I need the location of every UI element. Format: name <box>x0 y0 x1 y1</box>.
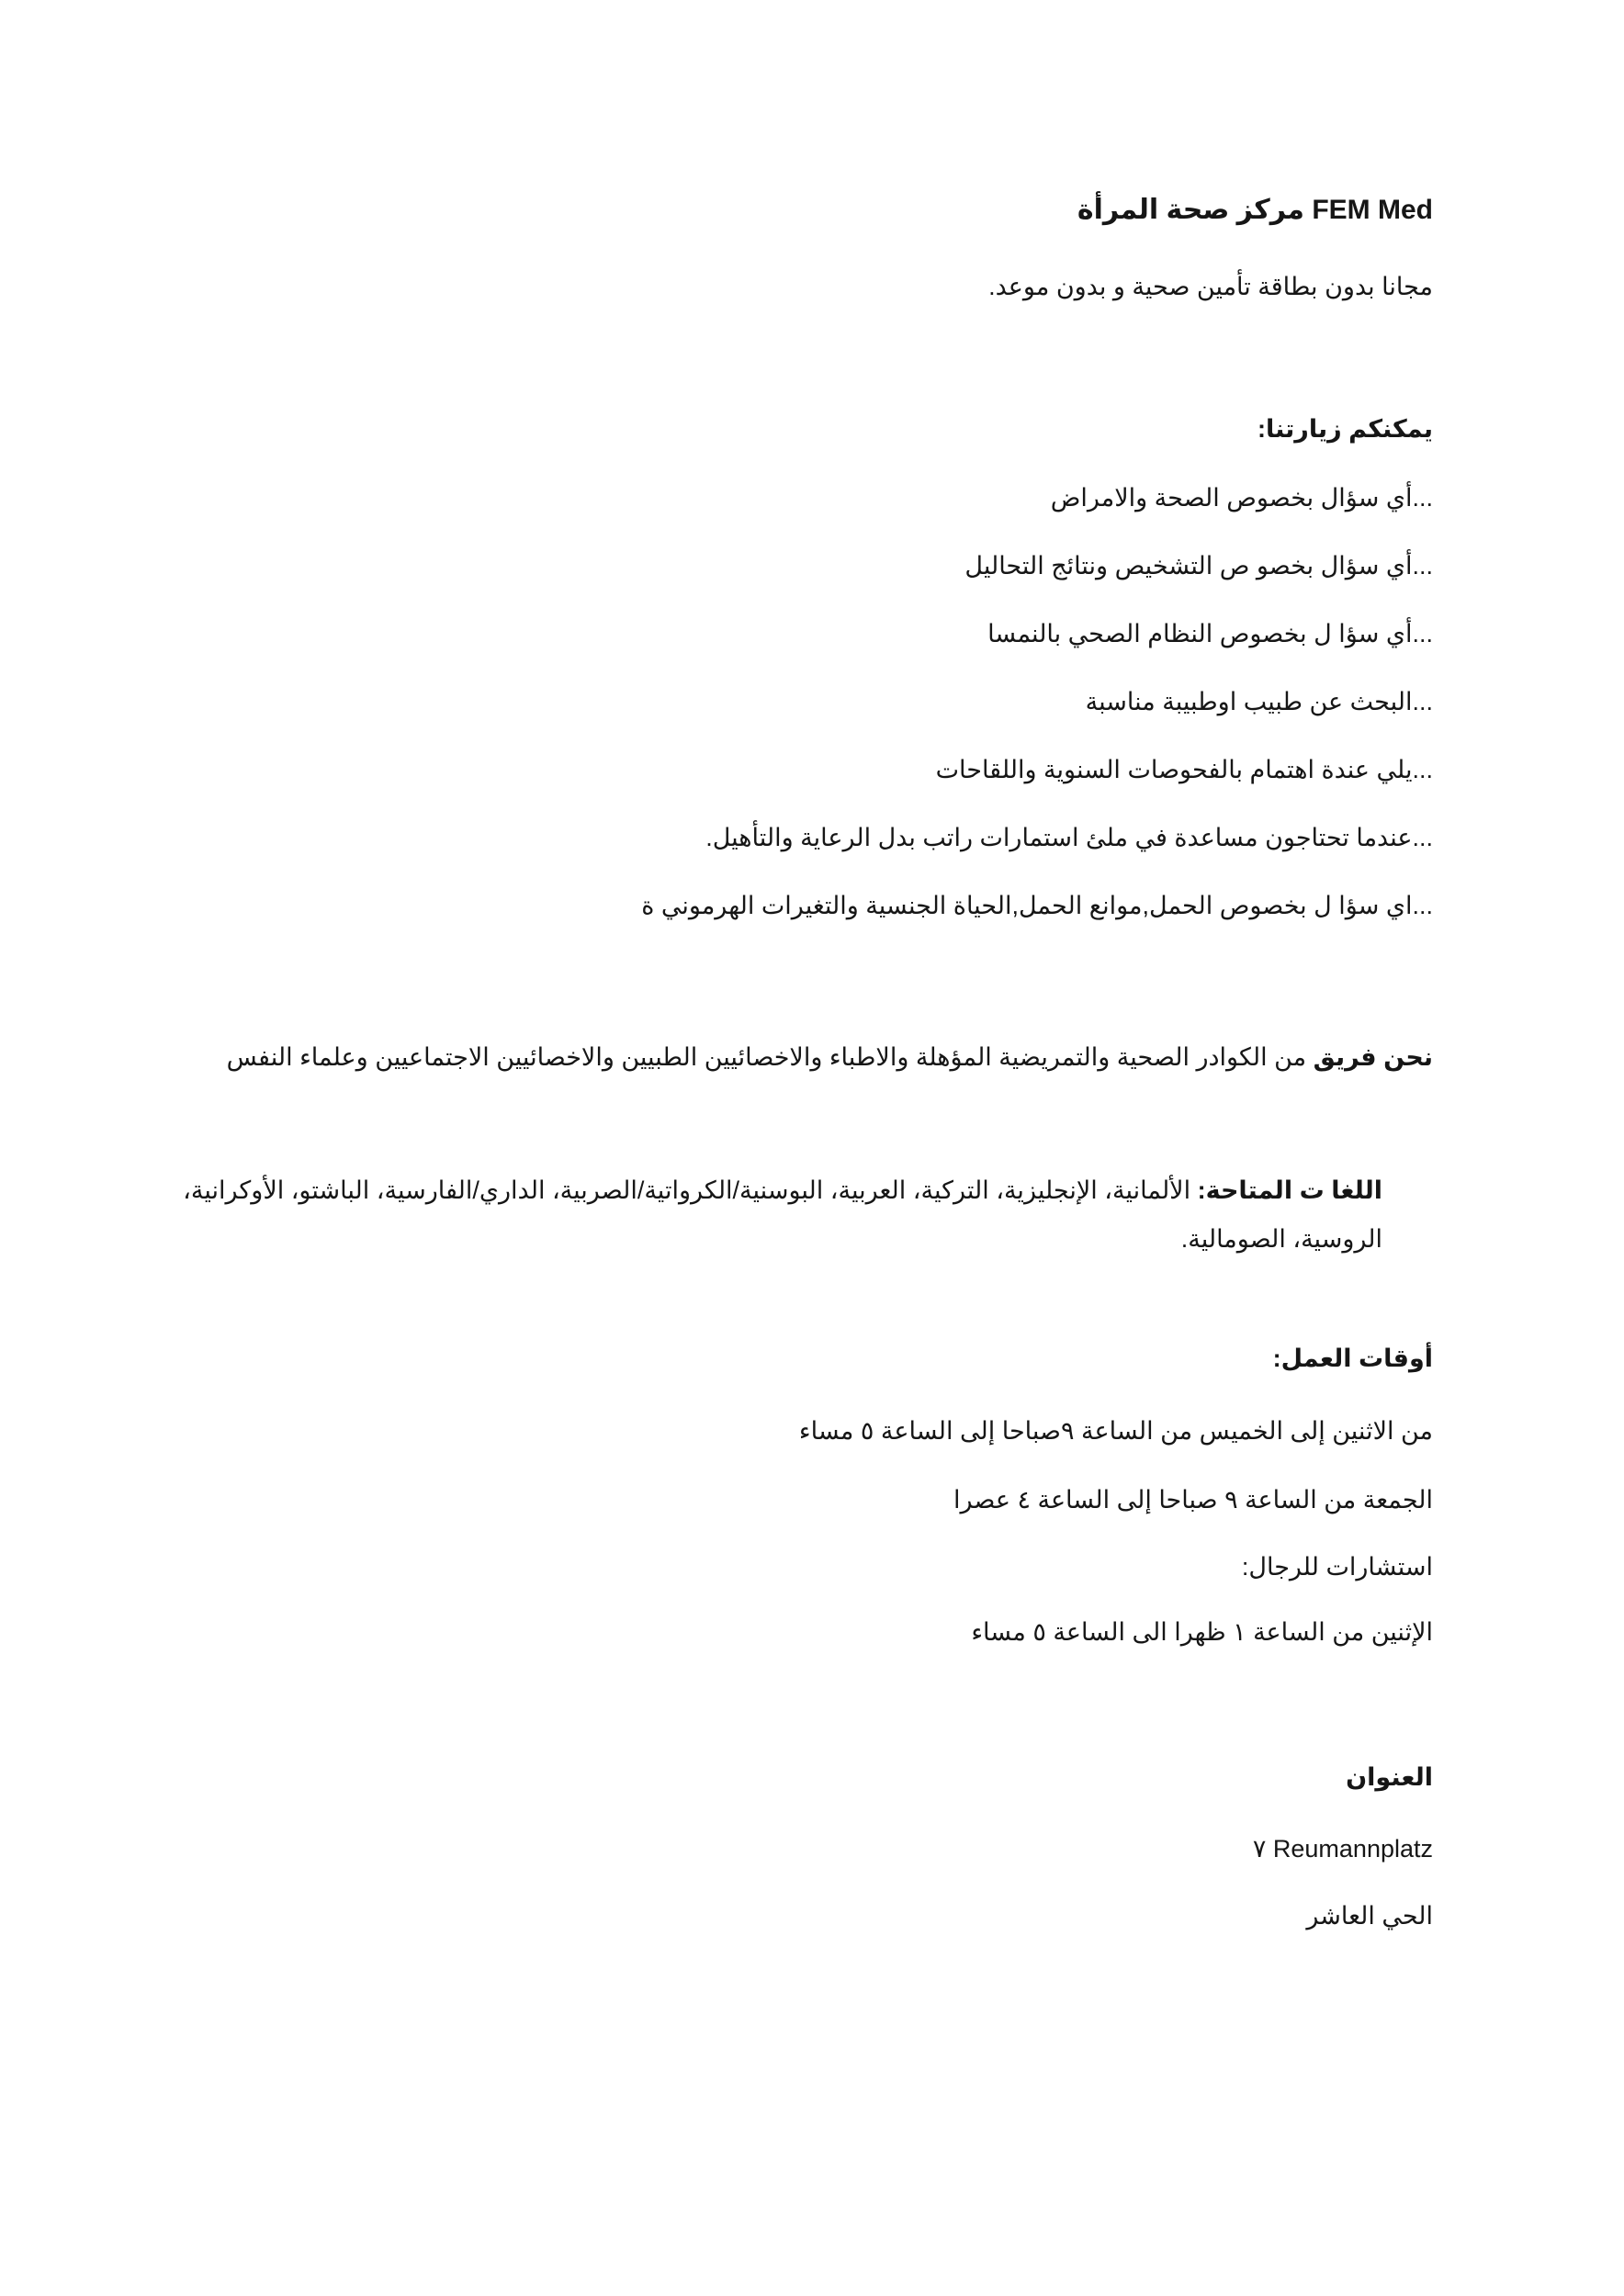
hours-section-heading: أوقات العمل: <box>1272 1345 1433 1372</box>
list-item: ...البحث عن طبيب اوطبيبة مناسبة <box>1085 688 1433 715</box>
page-title: FEM Med مركز صحة المرأة <box>1077 195 1433 225</box>
hours-friday: الجمعة من الساعة ٩ صباحا إلى الساعة ٤ عصرا <box>953 1486 1433 1514</box>
languages-label: اللغا ت المتاحة: <box>1197 1176 1382 1204</box>
men-consultation-hours: الإثنين من الساعة ١ ظهرا الى الساعة ٥ مساء <box>971 1618 1433 1646</box>
address-district: الحي العاشر <box>1306 1902 1433 1930</box>
visit-section-heading: يمكنكم زيارتنا: <box>1257 415 1433 443</box>
hours-weekdays: من الاثنين إلى الخميس من الساعة ٩صباحا إلى الساعة ٥ مساء <box>798 1417 1433 1445</box>
list-item: ...أي سؤال بخصوص الصحة والامراض <box>1050 484 1433 512</box>
languages-list: الألمانية، الإنجليزية، التركية، العربية، البوسنية/الكرواتية/الصربية، الداري/الفارسية، الباشتو، الأوكرانية، الروسية، الصومالية. <box>183 1176 1382 1253</box>
team-description-lead: نحن فريق <box>1313 1043 1433 1071</box>
address-street: Reumannplatz ٧ <box>1252 1835 1433 1863</box>
visit-reasons-list <box>175 482 1433 921</box>
list-item: ...أي سؤال بخصو ص التشخيص ونتائج التحاليل <box>964 552 1433 580</box>
list-item: ...عندما تحتاجون مساعدة في ملئ استمارات راتب بدل الرعاية والتأهيل. <box>705 824 1433 851</box>
men-consultation-label: استشارات للرجال: <box>1241 1553 1433 1581</box>
list-item: ...يلي عندة اهتمام بالفحوصات السنوية واللقاحات <box>935 756 1433 783</box>
team-description-rest: من الكوادر الصحية والتمريضية المؤهلة والاطباء والاخصائيين الطبيين والاخصائيين الاجتماعيين وعلماء النفس <box>226 1043 1314 1071</box>
list-item: ...أي سؤا ل بخصوص النظام الصحي بالنمسا <box>987 620 1433 647</box>
intro-text: مجانا بدون بطاقة تأمين صحية و بدون موعد. <box>988 273 1433 300</box>
languages-paragraph <box>175 1166 1433 1264</box>
list-item: ...اي سؤا ل بخصوص الحمل,موانع الحمل,الحياة الجنسية والتغيرات الهرموني ة <box>641 892 1433 919</box>
team-description <box>175 1041 1433 1073</box>
address-section-heading: العنوان <box>1346 1763 1433 1791</box>
document-content <box>175 0 1433 2296</box>
